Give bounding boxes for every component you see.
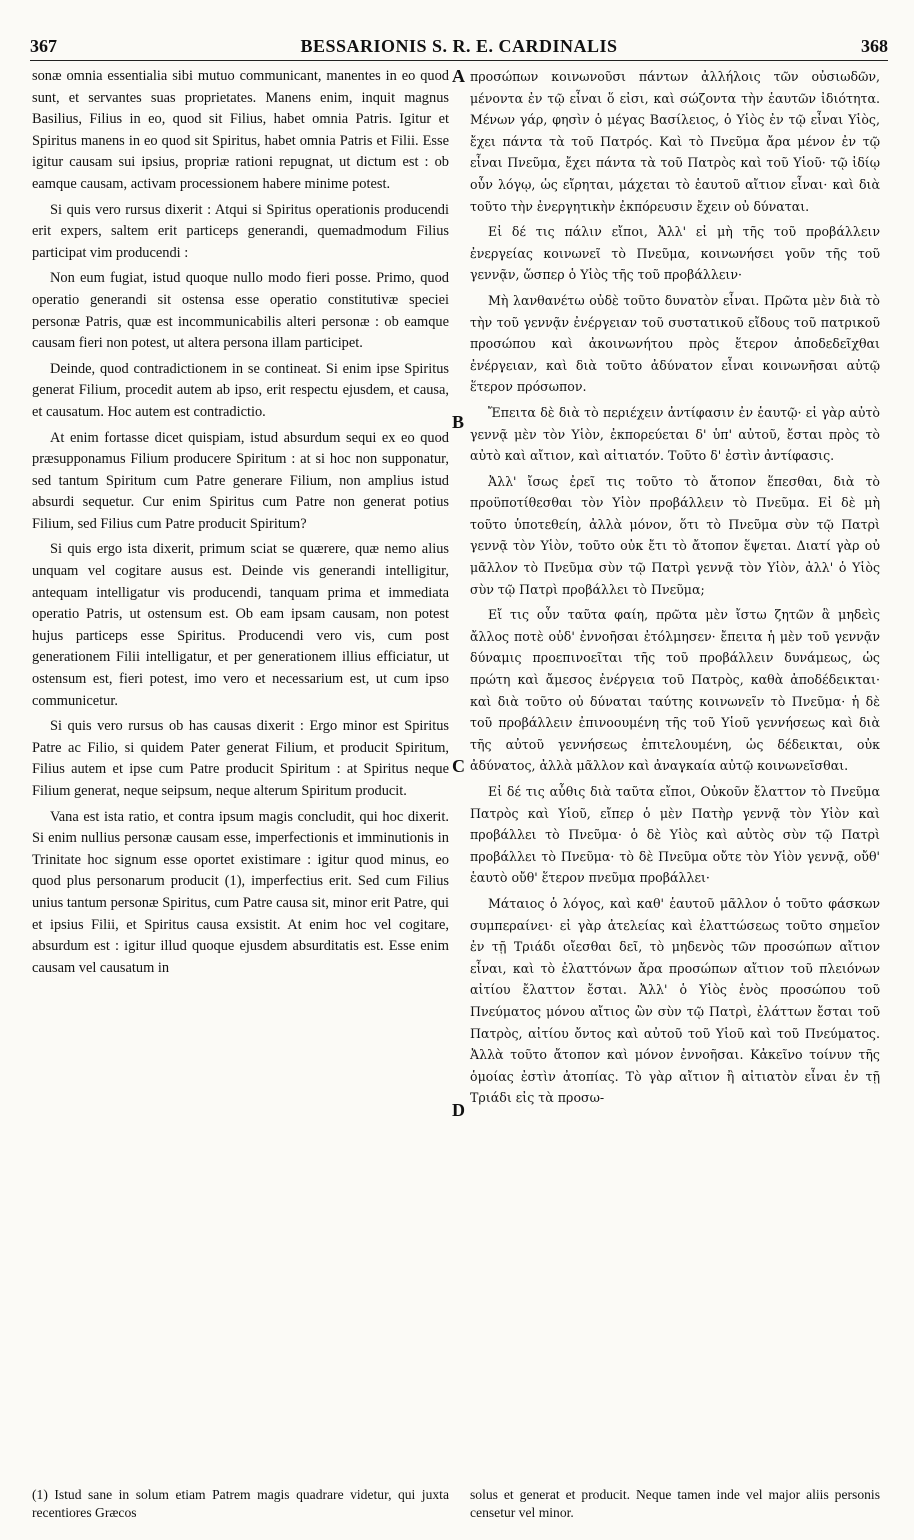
latin-paragraph: Si quis vero rursus dixerit : Atqui si Spiritus operationis producendi erit expers, saltem erit particeps generandi, quemadmodum Filius participat vim producendi : xyxy=(32,201,449,261)
latin-paragraph: Deinde, quod contradictionem in se contineat. Si enim ipse Spiritus generat Filium, procedit autem ab ipso, erit respectu ejusdem, et causa, et causatum. Hoc autem est contradictio. xyxy=(32,360,449,420)
latin-paragraph: Si quis ergo ista dixerit, primum sciat se quærere, quæ nemo alius unquam vel cogitare ausus est. Deinde vis generandi intelligitur, antequam intelligatur vis producendi, tanquam prima et immediata operatio Patris, ut ostensum est. Ob eam ipsam causam, non potest hujus particeps esse Spiritus. Producendi vero vis, cum post generationem Filii intelligatur, et per generationem illius efficiatur, ut ostensum est, fieri potest, imo vero et necessarium est, ut cum ipso communicetur. xyxy=(32,541,449,709)
section-marker-b: B xyxy=(452,412,465,432)
greek-paragraph: Εἴ τις οὖν ταῦτα φαίη, πρῶτα μὲν ἴστω ζητῶν ἃ μηδεὶς ἄλλος ποτὲ οὐδ' ἐννοῆσαι ἐτόλμησεν· ἔπειτα ἡ μὲν τοῦ γεννᾷν δύναμις προεπινοεῖται τῆς τοῦ προβάλλειν δυνάμεως, ὡς πρώτη καὶ ἄμεσος ἐνέργεια τοῦ Πατρὸς, καθὰ ἀποδέδεικται· καὶ διὰ τοῦτο οὐ δύναται ταύτης κοινωνεῖν τὸ Πνεῦμα· ἡ δὲ τοῦ προβάλλειν ἐπινοουμένη τῆς τοῦ Υἱοῦ γεννήσεως καὶ διὰ τῆς αὐτοῦ γεννήσεως ἐπιτελουμένη, ὡς δέδεικται, οὐκ ἀδύνατος, ἀλλὰ μᾶλλον καὶ ἀναγκαία αὐτῷ κοινωνεῖσθαι. xyxy=(470,607,880,774)
greek-paragraph: Μὴ λανθανέτω οὐδὲ τοῦτο δυνατὸν εἶναι. Πρῶτα μὲν διὰ τὸ τὴν τοῦ γεννᾷν ἐνέργειαν τοῦ συστατικοῦ εἴδους τοῦ πατρικοῦ προσώπου καὶ ἀκοινωνήτου πρὸς ἕτερον ἀποδεδεῖχθαι ἐνέργειαν, καὶ διὰ τοῦτο ἀδύνατον εἶναι κοινωνῆσαι αὐτῷ ἕτερον πρόσωπον. xyxy=(470,292,880,395)
greek-paragraph: Μάταιος ὁ λόγος, καὶ καθ' ἑαυτοῦ μᾶλλον ὁ τοῦτο φάσκων συμπεραίνει· εἰ γὰρ ἀτελείας καὶ ἐλαττώσεως τοῦτο σημεῖον ἐν τῇ Τριάδι οἴεσθαι δεῖ, τὸ μηδενὸς τῶν προσώπων αἴτιον εἶναι, καὶ τὸ ἐλαττόνων ἄρα προσώπων αἴτιον τοῦ πλειόνων αἰτίου ἔλαττον ἔσται. Ἀλλ' ὁ Υἱὸς ἑνὸς προσώπου τοῦ Πνεύματος μόνου αἴτιος ὢν σὺν τῷ Πατρὶ, ἐλάττων ἔσται τοῦ Πατρὸς, αἰτίου ὄντος καὶ αὐτοῦ τοῦ Υἱοῦ καὶ τοῦ Πνεύματος. Ἀλλὰ τοῦτο ἄτοπον καὶ μόνον ἐννοῆσαι. Κἀκεῖνο τοίνυν τῆς ὁμοίας ἐστὶν ἀτοπίας. Τὸ γὰρ αἴτιον ἢ αἰτιατὸν εἶναι ἐν τῇ Τριάδι εἰς τὰ προσω- xyxy=(470,895,880,1106)
latin-paragraph: Non eum fugiat, istud quoque nullo modo fieri posse. Primo, quod operatio generandi sit ostensa esse operatio constitutivæ speciei personæ Patris, quæ est incommunicabilis alteri personæ : ob eamque causam fieri non potest, ut altera persona illam participet. xyxy=(32,270,449,352)
greek-paragraph: Εἰ δέ τις αὖθις διὰ ταῦτα εἴποι, Οὐκοῦν ἔλαττον τὸ Πνεῦμα Πατρὸς καὶ Υἱοῦ, εἴπερ ὁ μὲν Πατὴρ γεννᾷ τὸν Υἱὸν καὶ προβάλλει τὸ Πνεῦμα· ὁ δὲ Υἱὸς καὶ αὐτὸς σὺν τῷ Πατρὶ προβάλλει τὸ Πνεῦμα· τὸ δὲ Πνεῦμα οὔτε τὸν Υἱὸν γεννᾷ, οὔθ' ἑαυτὸ οὔθ' ἕτερον πνεῦμα προβάλλει· xyxy=(470,784,880,886)
greek-column xyxy=(470,66,880,1113)
greek-paragraph: Ἀλλ' ἴσως ἐρεῖ τις τοῦτο τὸ ἄτοπον ἕπεσθαι, διὰ τὸ προϋποτίθεσθαι τὸν Υἱὸν προβάλλειν τὸ Πνεῦμα. Εἰ δὲ μὴ τοῦτο ὑποτεθείη, ἀλλὰ μόνον, ὅτι τὸ Πνεῦμα σὺν τῷ Πατρὶ γεννᾷ τὸν Υἱὸν, τοῦτο οὐκ ἔτι τὸ ἄτοπον ἕψεται. Διατί γὰρ οὐ μᾶλλον τὸ Πνεῦμα σὺν τῷ Πατρὶ γεννᾷ τὸν Υἱὸν, ἀλλ' ὁ Υἱὸς σὺν τῷ Πατρὶ προβάλλει τὸ Πνεῦμα; xyxy=(470,473,880,597)
latin-paragraph: At enim fortasse dicet quispiam, istud absurdum sequi ex eo quod præsupponamus Filium producere Spiritum : at si hoc non supponatur, sed tantum Spiritum cum Patre generare Filium, non amplius istud absurdi sequetur. Cur enim Spiritus cum Patre non generat potius Filium, sed Filius cum Patre producit Spiritum? xyxy=(32,429,449,532)
page-number-left: 367 xyxy=(30,36,57,56)
footnote-left: (1) Istud sane in solum etiam Patrem magis quadrare videtur, qui juxta recentiores Græcos xyxy=(32,1487,449,1520)
section-marker-a: A xyxy=(452,66,465,86)
latin-paragraph: sonæ omnia essentialia sibi mutuo communicant, manentes in eo quod sunt, et servantes suas proprietates. Manens enim, inquit magnus Basilius, Filius in eo, quod sit Filius, habet omnia Patris. Igitur et Spiritus manens in eo quod sit Spiritus, habet omnia Patris et Filii. Esse igitur causam sui ipsius, propriæ rationi repugnat, ut dictum est : ob eamque causam, activam processionem habere minime potest. xyxy=(32,68,449,192)
page-number-right: 368 xyxy=(861,36,888,56)
latin-paragraph: Vana est ista ratio, et contra ipsum magis concludit, qui hoc dixerit. Si enim nullius personæ causam esse, imperfectionis et imminutionis in Trinitate hoc signum esse oportet existimare : igitur quod minus, eo quod plus personarum producit (1), imperfectius erit. Sed cum Filius unius tantum personæ Spiritus, cum Patre causa sit, minor erit Patre, qui et ipsius Filii, et Spiritus causa exsistit. At enim hoc vel cogitare, absurdum est : igitur illud quoque ejusdem absurditatis est. Esse enim causam vel causatum in xyxy=(32,808,449,976)
greek-paragraph: Εἰ δέ τις πάλιν εἴποι, Ἀλλ' εἰ μὴ τῆς τοῦ προβάλλειν ἐνεργείας κοινωνεῖ τὸ Πνεῦμα, κοινωνήσει γοῦν τῆς τοῦ γεννᾷν, ὥσπερ ὁ Υἱὸς τῆς τοῦ προβάλλειν· xyxy=(470,224,880,283)
latin-column xyxy=(32,66,449,983)
greek-paragraph: προσώπων κοινωνοῦσι πάντων ἀλλήλοις τῶν οὐσιωδῶν, μένοντα ἐν τῷ εἶναι ὅ εἰσι, καὶ σώζοντα τὴν ἑαυτῶν ἰδιότητα. Μένων γάρ, φησὶν ὁ μέγας Βασίλειος, ὁ Υἱὸς ἐν τῷ εἶναι Υἱὸς, ἔχει πάντα τὰ τοῦ Πατρός. Καὶ τὸ Πνεῦμα ἄρα μένον ἐν τῷ εἶναι Πνεῦμα, ἔχει πάντα τὰ τοῦ Πατρὸς καὶ τοῦ Υἱοῦ· τῷ ἰδίῳ οὖν λόγῳ, ὡς εἴρηται, μάχεται τὸ ἑαυτοῦ αἴτιον εἶναι· καὶ διὰ τοῦτο τὴν ἐνεργητικὴν ἐκπόρευσιν ἔχειν οὐ δύναται. xyxy=(470,69,880,214)
greek-paragraph: Ἔπειτα δὲ διὰ τὸ περιέχειν ἀντίφασιν ἐν ἑαυτῷ· εἰ γὰρ αὐτὸ γεννᾷ μὲν τὸν Υἱὸν, ἐκπορεύεται δ' ὑπ' αὐτοῦ, ἔσται πρὸς τὸ αὐτὸ καὶ αἴτιον, καὶ αἰτιατόν. Τοῦτο δ' ἐστὶν ἀντίφασις. xyxy=(470,404,880,464)
running-title: BESSARIONIS S. R. E. CARDINALIS xyxy=(300,36,618,56)
section-marker-d: D xyxy=(452,1100,465,1120)
running-header xyxy=(30,34,888,61)
footnote-right: solus et generat et producit. Neque tamen inde vel major aliis personis censetur vel minor. xyxy=(470,1487,880,1520)
section-marker-c: C xyxy=(452,756,465,776)
latin-paragraph: Si quis vero rursus ob has causas dixerit : Ergo minor est Spiritus Patre ac Filio, si quidem Pater generat Filium, et producit Spiritum, Filius autem et ipse cum Patre producit Spiritum : at Spiritus neque Filium generat, neque seipsum, neque alterum Spiritum producit. xyxy=(32,718,449,799)
